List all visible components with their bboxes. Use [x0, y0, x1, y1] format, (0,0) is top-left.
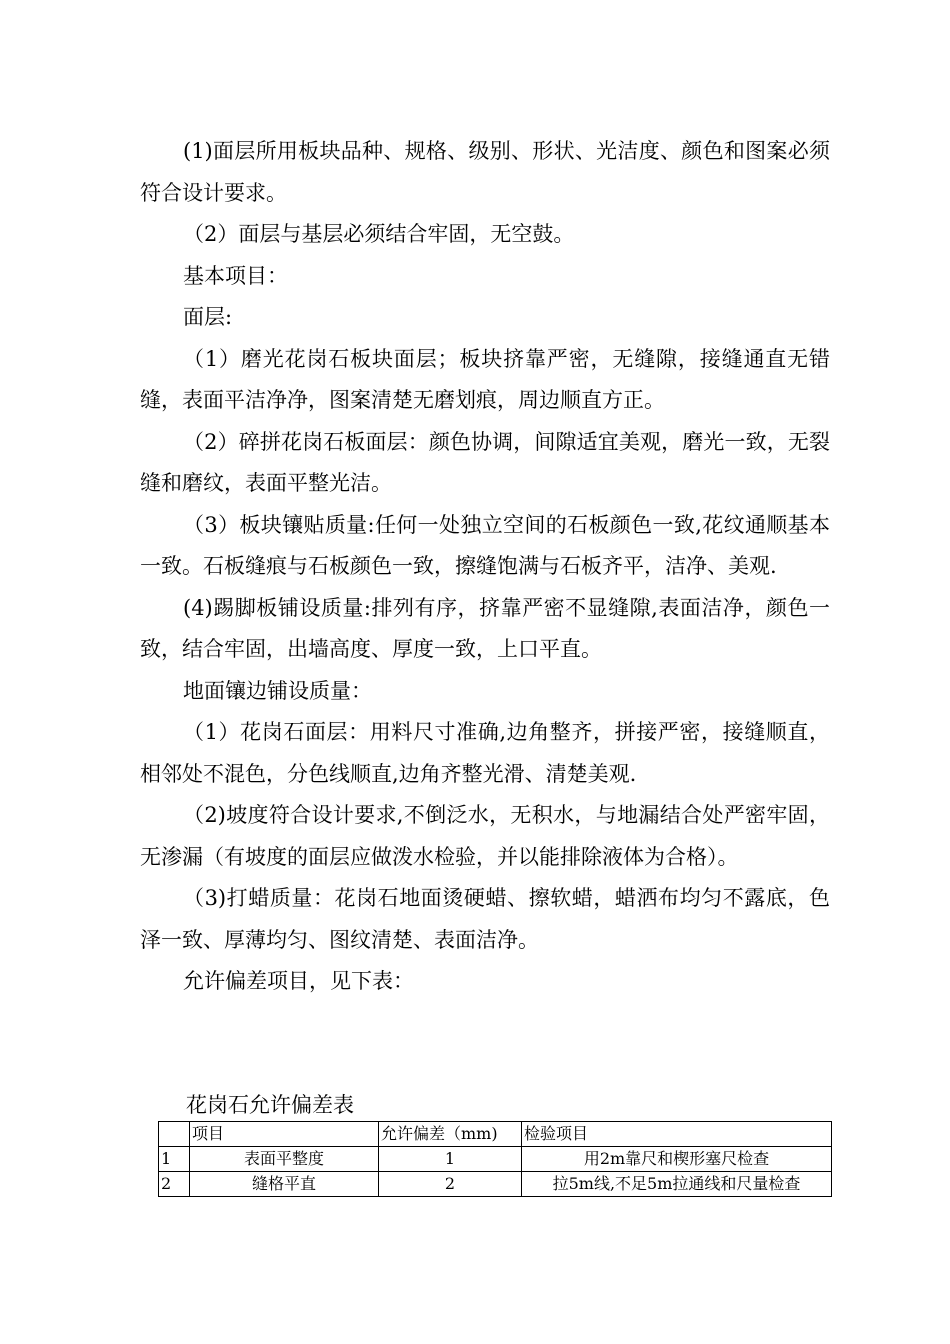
table-row — [159, 1147, 832, 1172]
row-no: 2 — [159, 1172, 190, 1197]
header-tolerance: 允许偏差（mm) — [379, 1122, 522, 1147]
row-item: 表面平整度 — [190, 1147, 379, 1172]
paragraph-slope: （2)坡度符合设计要求,不倒泛水，无积水，与地漏结合处严密牢固，无渗漏（有坡度的面层应做泼水检验，并以能排除液体为合格）。 — [140, 803, 830, 869]
paragraph-waxing: （3)打蜡质量：花岗石地面烫硬蜡、擦软蜡，蜡洒布均匀不露底，色泽一致、厚薄均匀、图纹清楚、表面洁净。 — [140, 886, 830, 952]
paragraph-polished-granite: （1）磨光花岗石板块面层；板块挤靠严密，无缝隙，接缝通直无错缝，表面平洁净净，图案清楚无磨划痕，周边顺直方正。 — [140, 346, 830, 412]
row-method: 用2m靠尺和楔形塞尺检查 — [522, 1147, 832, 1172]
table-header-row — [159, 1122, 832, 1147]
row-item: 缝格平直 — [190, 1172, 379, 1197]
paragraph-tolerance-intro: 允许偏差项目，见下表： — [183, 969, 414, 993]
paragraph-1: (1)面层所用板块品种、规格、级别、形状、光洁度、颜色和图案必须符合设计要求。 — [140, 139, 830, 205]
row-tolerance: 1 — [379, 1147, 522, 1172]
row-tolerance: 2 — [379, 1172, 522, 1197]
subheading-edge-laying: 地面镶边铺设质量： — [183, 678, 372, 703]
paragraph-inlay-quality: （3）板块镶贴质量:任何一处独立空间的石板颜色一致,花纹通顺基本一致。石板缝痕与石板颜色一致，擦缝饱满与石板齐平，洁净、美观. — [140, 512, 830, 578]
table-row — [159, 1172, 832, 1197]
paragraph-granite-surface: （1）花岗石面层：用料尺寸准确,边角整齐，拼接严密，接缝顺直，相邻处不混色，分色线顺直,边角齐整光滑、清楚美观. — [140, 720, 830, 786]
paragraph-crushed-granite: （2）碎拼花岗石板面层：颜色协调，间隙适宜美观，磨光一致，无裂缝和磨纹，表面平整光洁。 — [140, 429, 830, 495]
section-heading-basic-items: 基本项目： — [183, 263, 288, 288]
row-method: 拉5m线,不足5m拉通线和尺量检查 — [522, 1172, 832, 1197]
tolerance-table — [158, 1121, 832, 1197]
paragraph-2: （2）面层与基层必须结合牢固，无空鼓。 — [183, 222, 575, 246]
header-item: 项目 — [190, 1122, 379, 1147]
body-text — [140, 131, 830, 1003]
table-caption: 花岗石允许偏差表 — [186, 1093, 354, 1117]
paragraph-skirting-quality: (4)踢脚板铺设质量:排列有序，挤靠严密不显缝隙,表面洁净，颜色一致，结合牢固，出墙高度、厚度一致，上口平直。 — [140, 595, 830, 661]
subheading-surface: 面层: — [183, 305, 233, 329]
header-no — [159, 1122, 190, 1147]
header-method: 检验项目 — [522, 1122, 832, 1147]
row-no: 1 — [159, 1147, 190, 1172]
